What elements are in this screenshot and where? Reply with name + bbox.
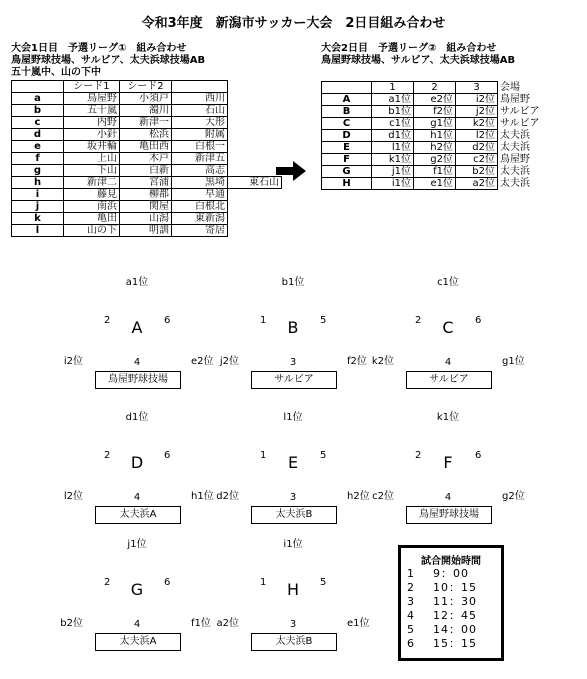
table-cell: d2位 [456,142,498,154]
edge-left: 2 [415,315,422,326]
edge-left: 2 [415,450,422,461]
table-cell [228,93,282,105]
edge-left: 2 [104,315,111,326]
table-cell: サルビア [500,106,540,117]
edge-right: 5 [320,450,327,461]
table-row [12,189,282,201]
table-cell: l [12,225,64,237]
group-letter: H [286,580,300,599]
table-cell: 東新潟 [172,213,228,225]
edge-bottom: 4 [133,357,141,368]
table-cell: 藤見 [64,189,120,201]
game-time: 10：15 [433,581,477,594]
schedule-row [401,567,501,581]
seed-right: g2位 [502,491,525,502]
table-cell: 小針 [64,129,120,141]
table-cell: l1位 [372,142,414,154]
table-row [12,141,282,153]
table-cell: k [12,213,64,225]
table-cell: 石山 [172,105,228,117]
table-row [322,106,551,118]
table-cell: 下山 [64,165,120,177]
group-letter: F [443,453,453,472]
table-row [322,130,551,142]
table-cell: 亀田西 [120,141,172,153]
table-row [12,177,282,189]
game-time: 9：00 [433,567,469,580]
table-cell: d [12,129,64,141]
table-cell: E [322,142,372,154]
header-cell [322,82,372,94]
game-number: 3 [407,595,415,608]
table-cell: 附属 [172,129,228,141]
seed-top: c1位 [437,277,459,288]
table-cell [228,213,282,225]
table-cell: 柳都 [120,189,172,201]
game-time: 14：00 [433,623,477,636]
table-cell: e2位 [414,94,456,106]
table-cell: a [12,93,64,105]
table-row [12,201,282,213]
table-cell: G [322,166,372,178]
seed-left: i2位 [63,356,83,367]
table-cell: b [12,105,64,117]
table-cell [228,105,282,117]
table-cell: H [322,178,372,190]
group-letter: B [287,318,299,337]
table-cell: k1位 [372,154,414,166]
table-cell: j [12,201,64,213]
day1-venues-extra: 五十嵐中、山の下中 [11,67,101,78]
table-cell: 新津二 [64,177,120,189]
table-cell: f2位 [414,106,456,118]
table-cell: 南浜 [64,201,120,213]
seed-right: f1位 [191,618,211,629]
table-cell: j2位 [456,106,498,118]
table-cell: A [322,94,372,106]
header-col: 会場 [500,82,520,93]
table-cell: 鳥屋野 [64,93,120,105]
seed-top: l1位 [283,412,303,423]
table-cell: 五十嵐 [64,105,120,117]
right-arrow-icon [276,161,306,181]
table-cell [228,165,282,177]
table-cell: 鳥屋野 [500,94,530,105]
table-cell: 明訓 [120,225,172,237]
table-cell: f [12,153,64,165]
table-row [12,165,282,177]
schedule-row [401,609,501,623]
table-cell: 新津一 [120,117,172,129]
game-number: 4 [407,609,415,622]
table-cell: e1位 [414,178,456,190]
header-cell [228,81,282,93]
table-cell: 黒埼 [172,177,228,189]
table-cell: g2位 [414,154,456,166]
page-title: 令和3年度 新潟市サッカー大会 2日目組み合わせ [141,16,446,31]
seed-left: l2位 [63,491,83,502]
day1-table [11,80,282,237]
schedule-title: 試合開始時間 [421,556,481,567]
schedule-row [401,581,501,595]
table-cell: 太夫浜 [500,178,530,189]
table-cell [228,141,282,153]
table-cell: 坂井輪 [64,141,120,153]
table-cell: a1位 [372,94,414,106]
venue-box: 太夫浜A [95,506,181,524]
edge-right: 6 [475,450,482,461]
table-cell: B [322,106,372,118]
table-cell: 松浜 [120,129,172,141]
table-cell: 山の下 [64,225,120,237]
table-cell: a2位 [456,178,498,190]
edge-bottom: 3 [289,619,297,630]
venue-box: 鳥屋野球技場 [406,506,492,524]
header-seed2: シード2 [120,81,172,93]
seed-top: d1位 [125,412,149,423]
table-cell: c2位 [456,154,498,166]
edge-left: 2 [104,577,111,588]
seed-left: c2位 [372,491,394,502]
table-row [12,213,282,225]
table-cell: 高志 [172,165,228,177]
table-cell: d1位 [372,130,414,142]
day1-venues: 鳥屋野球技場、サルビア、太夫浜球技場AB [11,55,206,66]
edge-right: 6 [164,577,171,588]
edge-right: 6 [475,315,482,326]
table-cell: e [12,141,64,153]
day2-header-row [322,82,551,94]
table-cell [228,189,282,201]
table-row [12,153,282,165]
seed-left: j2位 [219,356,239,367]
seed-right: e2位 [191,356,214,367]
table-cell: 西川 [172,93,228,105]
schedule-box [398,545,504,661]
table-cell: g1位 [414,118,456,130]
edge-bottom: 3 [289,357,297,368]
header-col: 1 [372,82,414,94]
table-cell: 関屋 [120,201,172,213]
edge-bottom: 4 [133,619,141,630]
table-cell: f1位 [414,166,456,178]
table-cell: 上山 [64,153,120,165]
schedule-row [401,637,501,651]
table-cell: 太夫浜 [500,130,530,141]
schedule-row [401,595,501,609]
table-cell: i [12,189,64,201]
table-row [322,142,551,154]
table-row [12,93,282,105]
table-cell: 鳥屋野 [500,154,530,165]
seed-top: i1位 [283,539,303,550]
group-letter: A [131,318,143,337]
game-number: 6 [407,637,415,650]
table-cell: h1位 [414,130,456,142]
seed-top: b1位 [281,277,305,288]
edge-left: 2 [104,450,111,461]
day2-header: 大会2日目 予選リーグ② 組み合わせ [321,43,497,54]
table-cell: 新津五 [172,153,228,165]
table-cell: D [322,130,372,142]
table-cell: 太夫浜 [500,166,530,177]
header-cell [172,81,228,93]
table-cell [228,117,282,129]
table-row [12,105,282,117]
table-cell: 山潟 [120,213,172,225]
header-col: 3 [456,82,498,94]
table-cell: g [12,165,64,177]
header-cell [12,81,64,93]
edge-right: 5 [320,315,327,326]
header-seed1: シード1 [64,81,120,93]
schedule-row [401,623,501,637]
day2-table [321,81,551,190]
table-cell: 大形 [172,117,228,129]
table-cell: 内野 [64,117,120,129]
edge-bottom: 4 [444,492,452,503]
seed-right: h2位 [347,491,370,502]
table-cell: b1位 [372,106,414,118]
header-col: 2 [414,82,456,94]
edge-bottom: 4 [133,492,141,503]
seed-right: g1位 [502,356,525,367]
edge-bottom: 4 [444,357,452,368]
venue-box: 太夫浜A [95,633,181,651]
venue-box: 太夫浜B [251,633,337,651]
table-cell: c1位 [372,118,414,130]
day1-header: 大会1日目 予選リーグ① 組み合わせ [11,43,187,54]
table-cell: 濁川 [120,105,172,117]
seed-right: e1位 [347,618,370,629]
table-cell: 太夫浜 [500,142,530,153]
seed-right: h1位 [191,491,214,502]
table-cell: 宮浦 [120,177,172,189]
table-cell: j1位 [372,166,414,178]
edge-left: 1 [260,315,267,326]
group-letter: C [442,318,454,337]
venue-box: 太夫浜B [251,506,337,524]
table-cell: 白根一 [172,141,228,153]
table-cell: 白根北 [172,201,228,213]
seed-left: k2位 [371,356,394,367]
table-cell: h2位 [414,142,456,154]
table-cell: F [322,154,372,166]
table-row [12,117,282,129]
seed-top: a1位 [125,277,149,288]
edge-right: 6 [164,450,171,461]
edge-left: 1 [260,577,267,588]
table-cell [228,201,282,213]
table-cell: 早通 [172,189,228,201]
table-cell: 亀田 [64,213,120,225]
edge-right: 5 [320,577,327,588]
seed-left: b2位 [60,618,83,629]
table-cell: c [12,117,64,129]
venue-box: サルビア [406,371,492,389]
game-number: 2 [407,581,415,594]
game-number: 5 [407,623,415,636]
table-row [322,154,551,166]
table-row [322,178,551,190]
seed-top: k1位 [436,412,460,423]
table-cell [228,153,282,165]
table-cell: C [322,118,372,130]
seed-right: f2位 [347,356,367,367]
table-cell [228,129,282,141]
edge-left: 1 [260,450,267,461]
table-cell: 白新 [120,165,172,177]
game-number: 1 [407,567,415,580]
group-letter: D [130,453,144,472]
table-cell: k2位 [456,118,498,130]
table-cell: 寄居 [172,225,228,237]
table-row [322,166,551,178]
table-cell: l2位 [456,130,498,142]
venue-box: サルビア [251,371,337,389]
seed-left: d2位 [216,491,239,502]
game-time: 15：15 [433,637,477,650]
edge-bottom: 3 [289,492,297,503]
table-cell: 小須戸 [120,93,172,105]
venue-box: 鳥屋野球技場 [95,371,181,389]
day2-venues: 鳥屋野球技場、サルビア、太夫浜球技場AB [321,55,516,66]
seed-top: j1位 [127,539,147,550]
table-cell: i1位 [372,178,414,190]
table-cell: 東石山 [228,177,282,189]
table-cell: i2位 [456,94,498,106]
table-row [12,225,282,237]
table-cell: 木戸 [120,153,172,165]
game-time: 12：45 [433,609,477,622]
table-cell: b2位 [456,166,498,178]
table-cell [228,225,282,237]
table-row [322,118,551,130]
edge-right: 6 [164,315,171,326]
table-row [322,94,551,106]
day1-header-row [12,81,282,93]
group-letter: G [130,580,144,599]
table-row [12,129,282,141]
game-time: 11：30 [433,595,477,608]
seed-left: a2位 [216,618,239,629]
table-cell: h [12,177,64,189]
group-letter: E [287,453,299,472]
table-cell: サルビア [500,118,540,129]
